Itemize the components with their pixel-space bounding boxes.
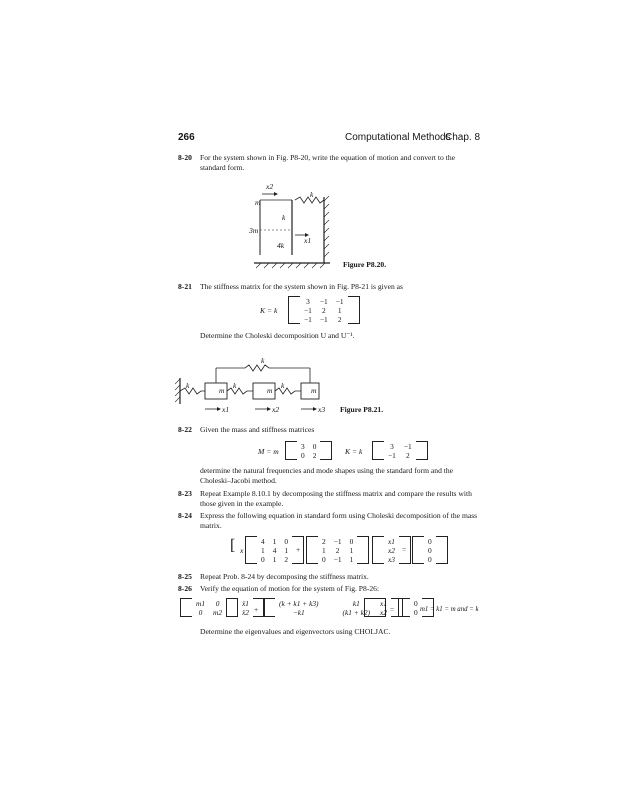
problem-number: 8-24 (178, 511, 192, 520)
matrix-cell: 4 (261, 536, 265, 546)
matrix-cell: 2 (284, 554, 289, 564)
parameter-condition: m1 = k1 = m and = k (420, 606, 479, 613)
problem-followup: Determine the eigenvalues and eigenvectors using CHOLJAC. (200, 627, 391, 636)
chapter-title: Computational Methods (345, 132, 451, 143)
label-k-mid: k (282, 213, 286, 222)
matrix-cell: 2 (312, 450, 317, 460)
label-x2: x2 (266, 182, 274, 191)
figure-caption-p8-20: Figure P8.20. (343, 260, 387, 269)
matrix-cell: 0 (198, 607, 203, 617)
matrix-cell: (k + k1 + k3) (279, 598, 319, 608)
matrix-cell: 3 (390, 441, 394, 451)
problem-text: The stiffness matrix for the system shown in Fig. P8-21 is given as (200, 282, 403, 291)
figure-p8-20 (250, 185, 340, 270)
problem-number: 8-22 (178, 425, 192, 434)
label-k1: k (186, 381, 190, 390)
matrix-cell: 0 (312, 441, 317, 451)
zero-vector (412, 536, 448, 564)
problem-text: Repeat Prob. 8-24 by decomposing the stiffness matrix. (200, 572, 369, 581)
vector-cell: 0 (428, 536, 432, 546)
label-x1: x1 (222, 405, 230, 414)
matrix-cell: 0 (322, 554, 326, 564)
acceleration-vector (226, 598, 265, 617)
problem-number: 8-23 (178, 489, 192, 498)
spring-top (216, 365, 310, 371)
spring-1 (180, 388, 205, 394)
label-m3: m (311, 386, 317, 395)
wall-right-hatch (324, 196, 329, 257)
stiffness-matrix (288, 296, 360, 324)
vector-cell: x1 (380, 598, 387, 608)
problem-number: 8-21 (178, 282, 192, 291)
page-number: 266 (178, 132, 195, 143)
matrix-cell: −1 (319, 314, 328, 324)
matrix-cell: −1 (333, 554, 342, 564)
x3-arrow-head (313, 407, 317, 411)
matrix-cell: 0 (261, 554, 265, 564)
matrix-cell: 2 (321, 305, 326, 315)
matrix-cell: 2 (337, 314, 342, 324)
label-m: m (255, 198, 261, 207)
matrix-cell: 0 (284, 536, 289, 546)
label-x2: x2 (272, 405, 280, 414)
vector-cell: 0 (428, 545, 432, 555)
matrix-cell: 0 (349, 536, 354, 546)
stiffness-label: K = k (345, 447, 363, 456)
matrix-cell: 1 (322, 545, 326, 555)
mass-symbol: x (240, 546, 244, 555)
matrix-cell: 1 (349, 545, 354, 555)
label-3m: 3m (249, 226, 259, 235)
wall-left-hatch (175, 379, 180, 402)
matrix-cell: 1 (272, 536, 277, 546)
label-m1: m (219, 386, 225, 395)
matrix-cell: 1 (284, 545, 289, 555)
label-k-top: k (310, 190, 314, 199)
label-m2: m (267, 386, 273, 395)
matrix-cell: 2 (335, 545, 340, 555)
matrix-cell: 1 (272, 554, 277, 564)
spring-3 (275, 388, 301, 394)
matrix-cell: 0 (301, 450, 305, 460)
chapter-label: Chap. 8 (445, 132, 481, 143)
equals-sign: = (402, 545, 407, 554)
problem-text: Given the mass and stiffness matrices (200, 425, 315, 434)
figure-caption-p8-21: Figure P8.21. (340, 405, 384, 414)
matrix-cell: −1 (335, 296, 344, 306)
vector-cell: ẍ2 (242, 607, 249, 617)
mass-label: M = m (258, 447, 279, 456)
matrix-cell: 3 (306, 296, 310, 306)
matrix-cell: m1 (196, 598, 206, 608)
plus-sign: + (296, 545, 301, 554)
x2-arrow-head (267, 407, 271, 411)
stiffness-label: K = k (260, 306, 278, 315)
problem-number: 8-25 (178, 572, 192, 581)
vector-cell: 0 (414, 607, 418, 617)
matrix-cell: (k1 + k2) (342, 607, 371, 617)
vector-cell: x1 (388, 536, 395, 546)
matrix-cell: 2 (322, 536, 326, 546)
matrix-cell: m2 (213, 607, 223, 617)
label-k3: k (281, 381, 285, 390)
problem-text: Verify the equation of motion for the system of Fig. P8-26: (200, 584, 380, 593)
vector-cell: 0 (428, 554, 432, 564)
vector-cell: x2 (380, 607, 387, 617)
ground-hatch (256, 263, 325, 268)
x2-arrow-head (274, 192, 278, 196)
label-4k: 4k (277, 241, 285, 250)
problem-number: 8-26 (178, 584, 192, 593)
problem-number: 8-20 (178, 153, 192, 162)
problem-followup: determine the natural frequencies and mode shapes using the standard form and the Choleski–Jacobi method. (200, 466, 454, 485)
stiffness-matrix (306, 536, 369, 564)
equals-sign: = (390, 605, 395, 614)
stiffness-matrix (372, 441, 428, 460)
vector-cell: x2 (388, 545, 395, 555)
problem-followup: Determine the Choleski decomposition U and U⁻¹. (200, 331, 355, 340)
vector-cell: ẍ1 (242, 598, 249, 608)
matrix-cell: k1 (352, 598, 360, 608)
plus-sign: + (254, 605, 259, 614)
spring-2 (227, 388, 253, 394)
vector-cell: 0 (414, 598, 418, 608)
vector-cell: x3 (388, 554, 395, 564)
matrix-cell: 0 (215, 598, 220, 608)
matrix-cell: −1 (403, 441, 412, 451)
x1-arrow-head (217, 407, 221, 411)
matrix-cell: 1 (349, 554, 354, 564)
problem-text: Repeat Example 8.10.1 by decomposing the stiffness matrix and compare the results with those given in the example. (200, 489, 472, 508)
label-k-top: k (261, 356, 265, 365)
matrix-cell: 1 (261, 545, 265, 555)
label-x3: x3 (318, 405, 326, 414)
outer-bracket-left: [ (230, 537, 236, 554)
matrix-cell: 2 (405, 450, 410, 460)
problem-text: Express the following equation in standard form using Choleski decomposition of the mass matrix. (200, 511, 478, 530)
mass-matrix (285, 441, 332, 460)
matrix-cell: 3 (301, 441, 305, 451)
label-x1: x1 (304, 236, 312, 245)
matrix-cell: −1 (304, 305, 312, 315)
matrix-cell: −1 (333, 536, 342, 546)
figure-p8-21 (175, 356, 355, 416)
matrix-cell: 1 (337, 305, 342, 315)
matrix-cell: −k1 (292, 607, 305, 617)
matrix-cell: −1 (319, 296, 328, 306)
matrix-cell: −1 (304, 314, 312, 324)
matrix-cell: 4 (272, 545, 277, 555)
matrix-cell: −1 (388, 450, 396, 460)
label-k2: k (233, 381, 237, 390)
problem-text: For the system shown in Fig. P8-20, write the equation of motion and convert to the standard form. (200, 153, 455, 172)
